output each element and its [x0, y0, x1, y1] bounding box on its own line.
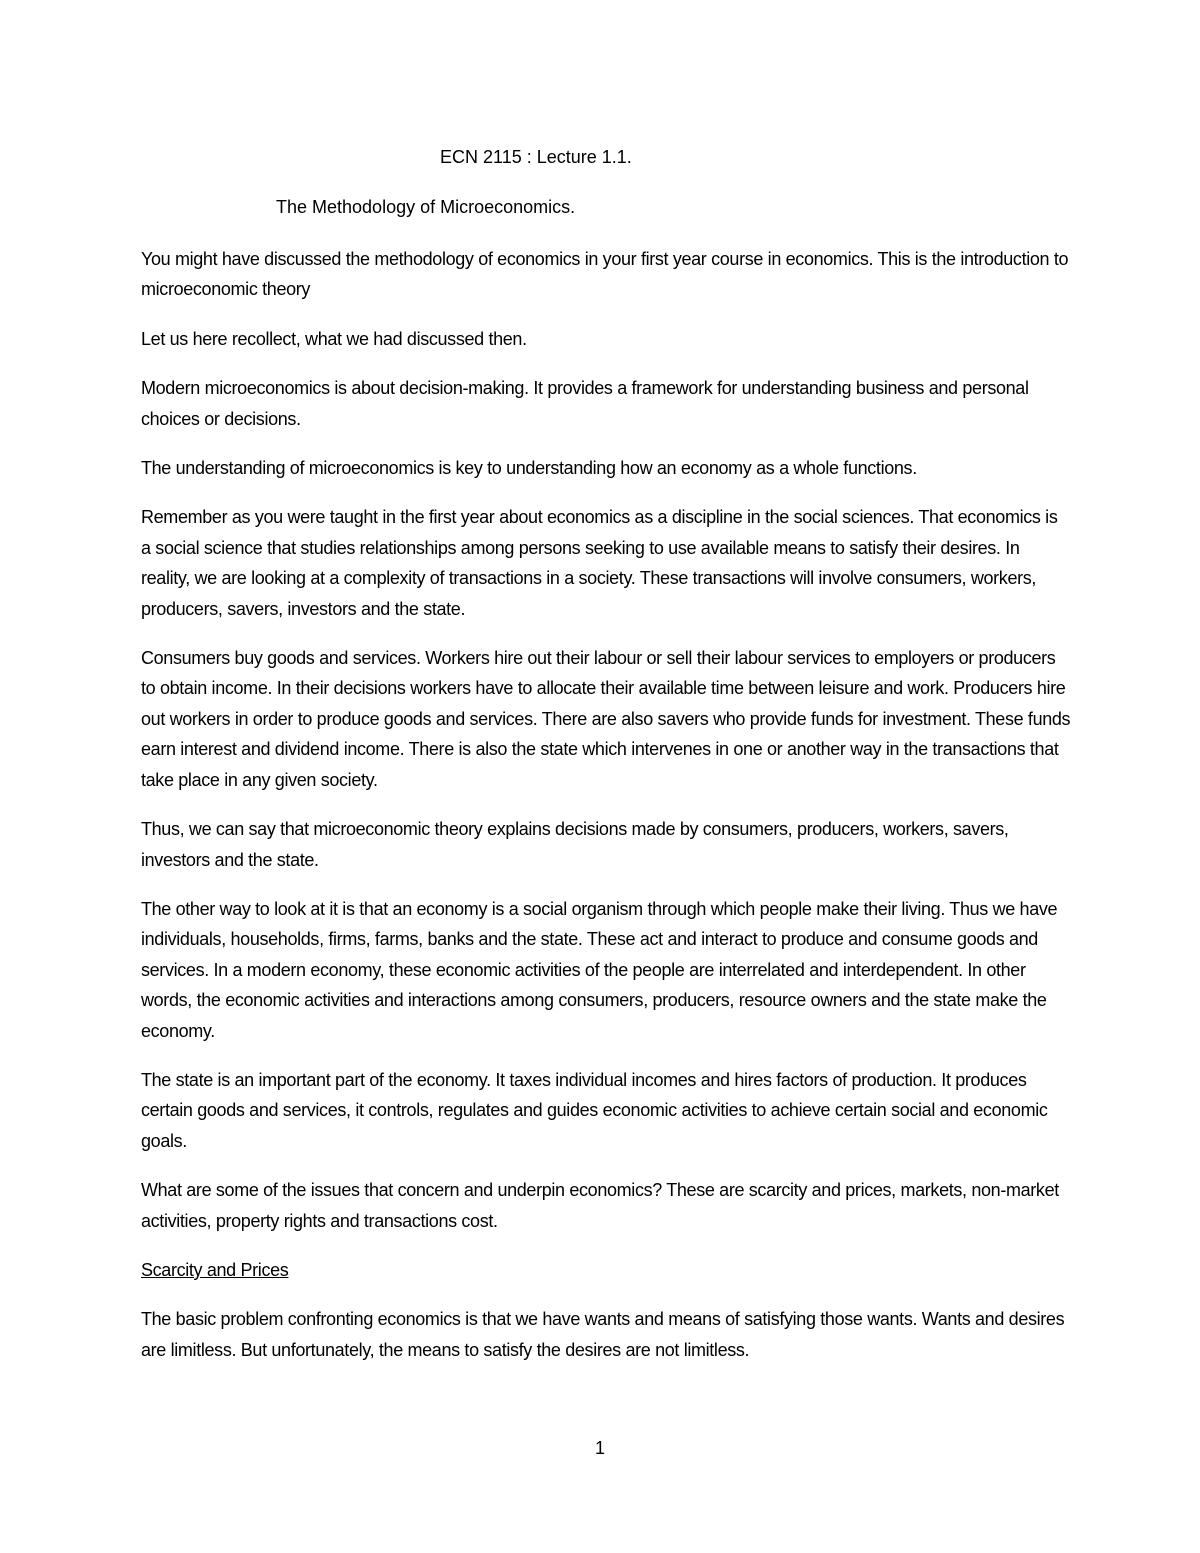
paragraph: The other way to look at it is that an economy is a social organism through which people make their living. Thus we have individuals, households, firms, farms, banks and the state. These act and interact to produce and consume goods and services. In a modern economy, these economic activities of the people are interrelated and interdependent. In other words, the economic activities and interactions among consumers, producers, resource owners and the state make the economy.	[141, 898, 1058, 1041]
document-subtitle: The Methodology of Microeconomics.	[276, 197, 576, 217]
paragraph: You might have discussed the methodology of economics in your first year course in economics. This is the introduction to microeconomic theory	[141, 249, 1069, 300]
paragraph: The understanding of microeconomics is key to understanding how an economy as a whole functions.	[141, 458, 917, 479]
document-body	[141, 244, 1071, 1384]
paragraph: The state is an important part of the economy. It taxes individual incomes and hires factors of production. It produces certain goods and services, it controls, regulates and guides economic activities to achieve certain social and economic goals.	[141, 1069, 1048, 1151]
paragraph: Remember as you were taught in the first year about economics as a discipline in the social sciences. That economics is a social science that studies relationships among persons seeking to use available means to satisfy their desires. In reality, we are looking at a complexity of transactions in a society. These transactions will involve consumers, workers, producers, savers, investors and the state.	[141, 507, 1058, 619]
page-number: 1	[594, 1438, 605, 1458]
paragraph: Thus, we can say that microeconomic theory explains decisions made by consumers, producers, workers, savers, investors and the state.	[141, 819, 1009, 870]
section-paragraph: The basic problem confronting economics is that we have wants and means of satisfying those wants. Wants and desires are limitless. But unfortunately, the means to satisfy the desires are not limitless.	[141, 1309, 1065, 1360]
paragraph: Modern microeconomics is about decision-making. It provides a framework for understanding business and personal choices or decisions.	[141, 378, 1029, 429]
section-heading: Scarcity and Prices	[141, 1259, 289, 1280]
paragraph: What are some of the issues that concern and underpin economics? These are scarcity and prices, markets, non-market activities, property rights and transactions cost.	[141, 1180, 1059, 1231]
paragraph: Let us here recollect, what we had discussed then.	[141, 328, 527, 349]
paragraph: Consumers buy goods and services. Workers hire out their labour or sell their labour services to employers or producers to obtain income. In their decisions workers have to allocate their available time between leisure and work. Producers hire out workers in order to produce goods and services. There are also savers who provide funds for investment. These funds earn interest and dividend income. There is also the state which intervenes in one or another way in the transactions that take place in any given society.	[141, 648, 1071, 790]
document-title: ECN 2115 : Lecture 1.1.	[440, 147, 632, 167]
